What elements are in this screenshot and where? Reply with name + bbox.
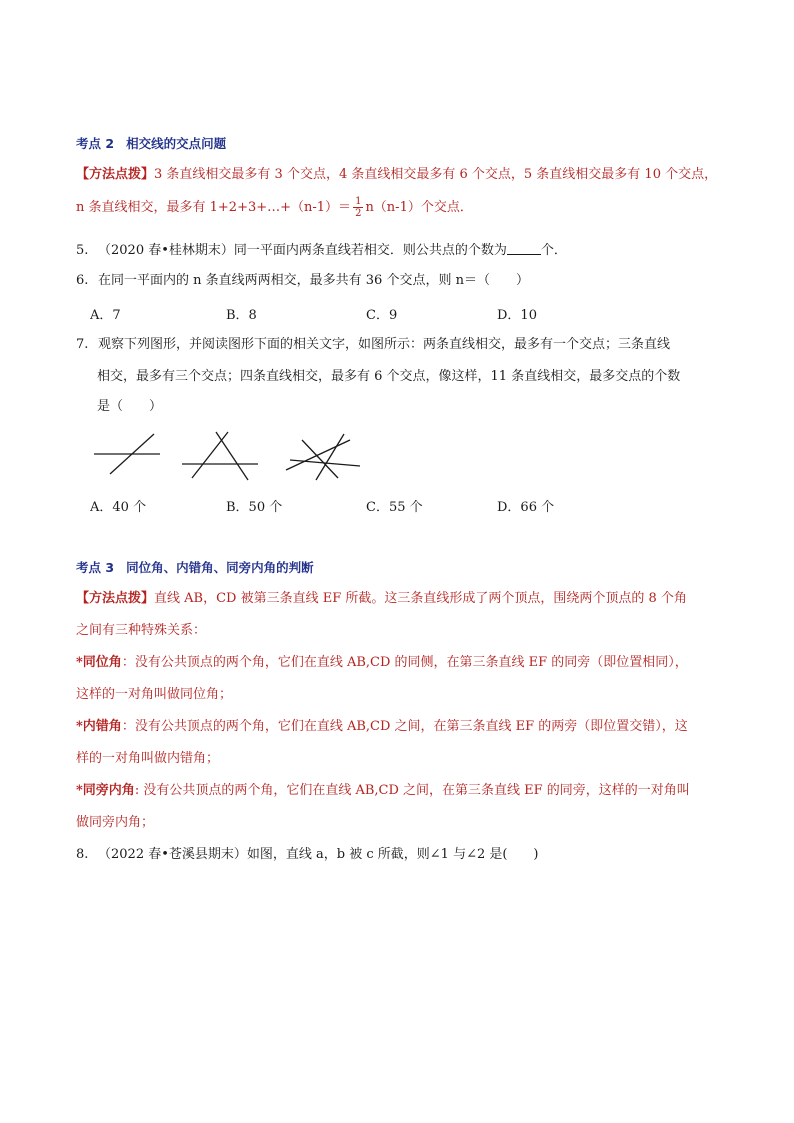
method-text: 直线 AB，CD 被第三条直线 EF 所截。这三条直线形成了两个顶点，围绕两个顶点的 8 个角	[154, 591, 687, 606]
same-side-angles-line1: *同旁内角: 没有公共顶点的两个角，它们在直线 AB,CD 之间，在第三条直线 EF 的同旁，这样的一对角叫	[76, 783, 690, 798]
section3-title: 同位角、内错角、同旁内角的判断	[126, 560, 314, 575]
question-5	[76, 242, 567, 260]
q7-option-a[interactable]: A．40 个	[90, 500, 147, 515]
corresponding-angles-line2: 这样的一对角叫做同位角；	[76, 687, 233, 702]
section3-method-line2: 之间有三种特殊关系：	[76, 623, 207, 638]
q6-text: 在同一平面内的 n 条直线两两相交，最多共有 36 个交点，则 n＝（ ）	[98, 273, 529, 288]
q5-answer-blank[interactable]	[507, 242, 541, 255]
alternate-angles-term: *内错角	[76, 719, 122, 734]
q5-number: 5.	[76, 243, 89, 258]
q6-option-a[interactable]: A．7	[90, 308, 121, 323]
q6-option-d[interactable]: D．10	[497, 308, 537, 323]
q6-option-c[interactable]: C．9	[366, 308, 398, 323]
fig2-left-line	[192, 432, 228, 478]
method-tag: 【方法点拨】	[76, 591, 155, 606]
same-side-angles-line2: 做同旁内角；	[76, 815, 155, 830]
q6-number: 6.	[76, 273, 89, 288]
corresponding-angles-term: *同位角	[76, 655, 122, 670]
q7-text-line1: 观察下列图形，并阅读图形下面的相关文字，如图所示：两条直线相交，最多有一个交点；三条直线	[98, 337, 671, 352]
q7-option-c[interactable]: C．55 个	[366, 500, 423, 515]
question-8	[76, 846, 539, 864]
method-formula-a: n 条直线相交，最多有 1+2+3+…+（n-1）＝	[76, 200, 352, 215]
method-tag: 【方法点拨】	[76, 167, 155, 182]
q7-option-d[interactable]: D．66 个	[497, 500, 555, 515]
fig3-line-1	[286, 440, 350, 470]
section3-label: 考点 3	[76, 560, 115, 575]
section3-heading	[76, 558, 314, 576]
fraction-one-half: $\frac{1}{2}$	[355, 196, 362, 219]
section2-method-line1	[76, 166, 717, 184]
fig3-line-4	[316, 434, 344, 480]
q7-line-intersection-figures	[88, 426, 368, 484]
question-7-line2: 相交，最多有三个交点；四条直线相交，最多有 6 个交点，像这样，11 条直线相交，最多交点的个数	[97, 369, 681, 384]
q8-number: 8.	[76, 847, 89, 862]
q5-text-end: 个．	[540, 243, 567, 258]
section2-heading	[76, 134, 226, 152]
alternate-angles-line2: 样的一对角叫做内错角；	[76, 751, 220, 766]
section2-title: 相交线的交点问题	[126, 136, 227, 151]
corresponding-angles-line1: *同位角：没有公共顶点的两个角，它们在直线 AB,CD 的同侧，在第三条直线 EF 的同旁（即位置相同），	[76, 655, 688, 670]
method-formula-b: n（n-1）个交点．	[365, 200, 473, 215]
question-6	[76, 272, 529, 290]
section2-label: 考点 2	[76, 136, 115, 151]
q6-option-b[interactable]: B．8	[226, 308, 257, 323]
q7-number: 7.	[76, 337, 89, 352]
section3-method-line1	[76, 590, 687, 608]
method-text: 3 条直线相交最多有 3 个交点，4 条直线相交最多有 6 个交点，5 条直线相交最多有 10 个交点，	[154, 167, 718, 182]
question-7-line3: 是（ ）	[97, 399, 163, 414]
alternate-angles-line1: *内错角：没有公共顶点的两个角，它们在直线 AB,CD 之间，在第三条直线 EF 的两旁（即位置交错），这	[76, 719, 688, 734]
fig2-right-line	[216, 432, 248, 480]
q8-text: （2022 春•苍溪县期末）如图，直线 a，b 被 c 所截，则∠1 与∠2 是( )	[98, 847, 539, 862]
same-side-angles-term: *同旁内角	[76, 783, 135, 798]
q5-text: （2020 春•桂林期末）同一平面内两条直线若相交．则公共点的个数为	[98, 243, 507, 258]
question-7-line1	[76, 336, 670, 354]
q7-option-b[interactable]: B．50 个	[226, 500, 283, 515]
section2-method-line2	[76, 196, 473, 219]
